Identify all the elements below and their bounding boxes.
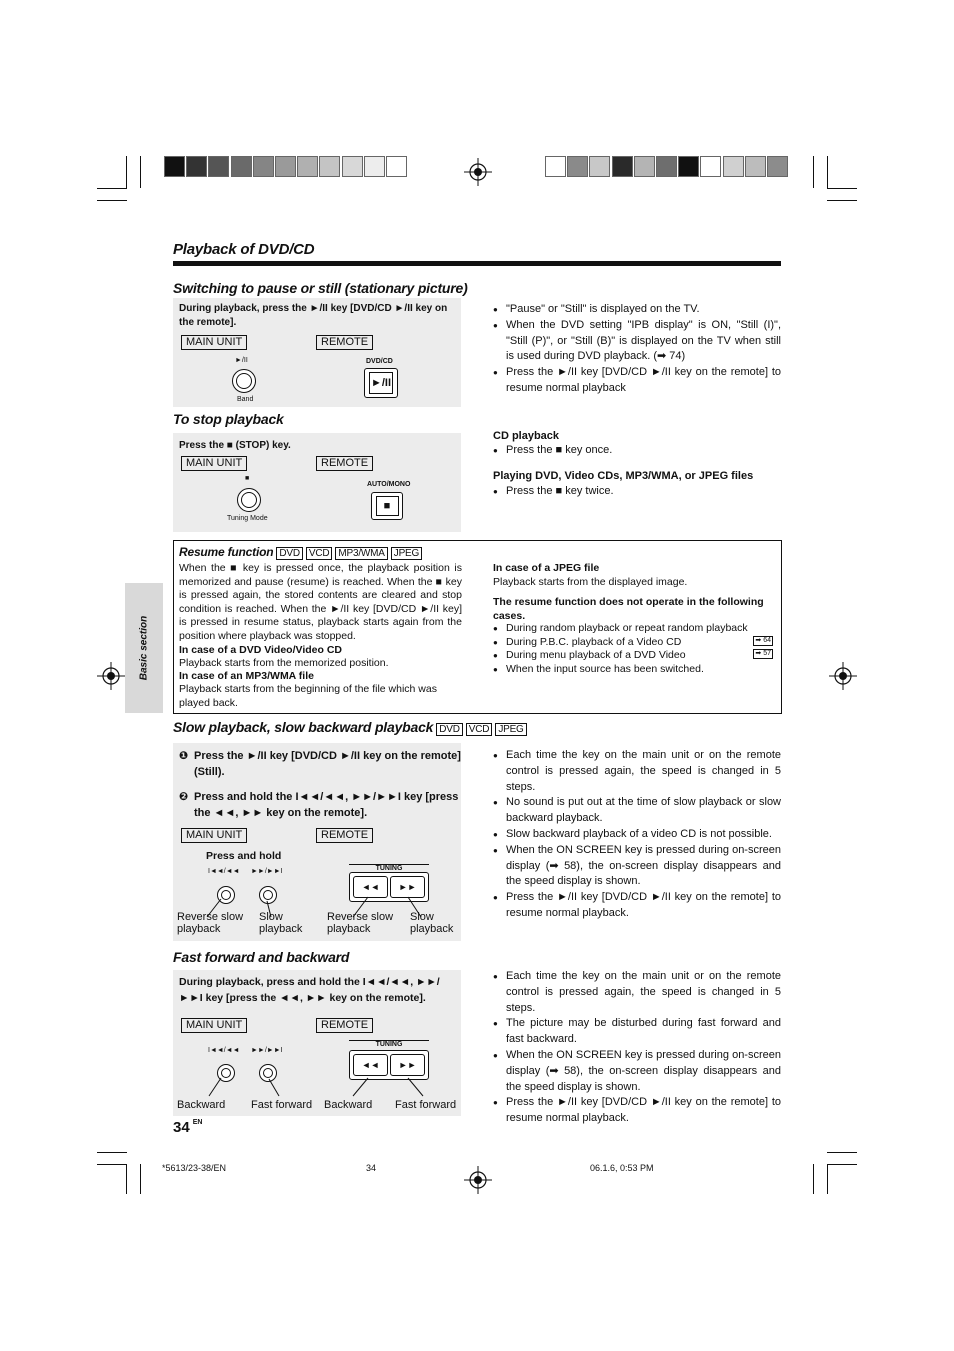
calibration-swatch	[612, 156, 633, 177]
footer-date: 06.1.6, 0:53 PM	[590, 1163, 654, 1173]
fast-heading: Fast forward and backward	[173, 949, 350, 965]
registration-target-icon	[97, 662, 125, 690]
list-item: ● During menu playback of a DVD Video ➡ 57	[493, 649, 773, 663]
slow-step-1: ❶ Press the ►/II key [DVD/CD ►/II key on the remote] (Still).	[179, 750, 461, 778]
stop-instruction: Press the ■ (STOP) key.	[179, 440, 291, 451]
fast-forward-button[interactable]: ►►	[390, 1054, 425, 1076]
footer-code: *5613/23-38/EN	[162, 1163, 227, 1173]
calibration-swatch	[164, 156, 185, 177]
registration-target-icon	[829, 662, 857, 690]
calibration-swatch	[231, 156, 252, 177]
remote-label: REMOTE	[316, 456, 373, 471]
pause-knob-caption: Band	[237, 396, 254, 403]
cd-playback-title: CD playback	[493, 430, 560, 442]
resume-box	[173, 540, 782, 714]
resume-dvd-text: Playback starts from the memorized position.	[179, 657, 389, 669]
stop-knob-caption: Tuning Mode	[227, 515, 268, 522]
remote-label: REMOTE	[316, 828, 373, 843]
list-item: ● No sound is put out at the time of slow playback or slow backward playback.	[493, 795, 781, 827]
stop-panel	[173, 433, 461, 532]
calibration-swatch	[700, 156, 721, 177]
fast-instruction: During playback, press and hold the I◄◄/◄◄, ►►/►►I key [press the ◄◄, ►► key on the remote].	[179, 976, 440, 1004]
list-item: ● During P.B.C. playback of a Video CD ➡ 64	[493, 636, 773, 650]
calibration-swatch	[656, 156, 677, 177]
list-item: ● Each time the key on the main unit or on the remote control is pressed again, the speed is changed in 5 steps.	[493, 748, 781, 795]
resume-heading: Resume function DVD VCD MP3/WMA JPEG	[179, 545, 422, 560]
resume-mp3-text: Playback starts from the beginning of the file which was played back.	[179, 683, 437, 709]
calibration-swatch	[297, 156, 318, 177]
slow-panel	[173, 743, 461, 941]
calibration-swatch	[567, 156, 588, 177]
side-tab	[125, 583, 163, 713]
resume-mp3-title: In case of an MP3/WMA file	[179, 670, 314, 682]
stop-heading: To stop playback	[173, 411, 284, 427]
calibration-swatch	[342, 156, 363, 177]
step-number-1-icon: ❶	[179, 750, 189, 762]
list-item: ● Press the ■ key once.	[493, 443, 781, 459]
list-item: ● Each time the key on the main unit or on the remote control is pressed again, the speed is changed in 5 steps.	[493, 969, 781, 1016]
calibration-swatch	[545, 156, 566, 177]
pause-knob-symbol: ►/II	[235, 357, 248, 364]
main-unit-label: MAIN UNIT	[181, 335, 247, 350]
list-item: ● When the DVD setting "IPB display" is ON, "Still (I)", "Still (P)", or "Still (B)" is displayed on the TV when still is used during DVD playback. (➡ 74)	[493, 318, 781, 365]
registration-target-icon	[464, 158, 492, 186]
list-item: ● Press the ►/II key [DVD/CD ►/II key on the remote] to resume normal playback.	[493, 1095, 781, 1127]
list-item: ● When the ON SCREEN key is pressed during on-screen display (➡ 58), the on-screen display disappears and the speed display is shown.	[493, 1048, 781, 1095]
caption-slow: Slow playback	[259, 911, 303, 935]
slow-step-2: ❷ Press and hold the I◄◄/◄◄, ►►/►►I key [press the ◄◄, ►► key on the remote].	[179, 791, 459, 819]
stop-remote-caption: AUTO/MONO	[367, 481, 411, 488]
calibration-swatch	[253, 156, 274, 177]
fast-panel	[173, 970, 461, 1116]
calibration-swatch	[364, 156, 385, 177]
stop-notes	[493, 429, 781, 500]
slow-heading: Slow playback, slow backward playback DVD VCD JPEG	[173, 719, 527, 736]
callout-lines	[173, 1072, 461, 1098]
calibration-swatch	[186, 156, 207, 177]
list-item: ● During random playback or repeat random playback	[493, 622, 773, 636]
pause-panel	[173, 298, 461, 407]
fast-bullets	[493, 969, 781, 1127]
remote-label: REMOTE	[316, 1018, 373, 1033]
pause-instruction: During playback, press the ►/II key [DVD/CD ►/II key on the remote].	[179, 303, 448, 328]
skip-forward-symbol: ►►/►►I	[251, 868, 283, 875]
play-pause-knob[interactable]	[232, 369, 256, 393]
list-item: ● Press the ►/II key [DVD/CD ►/II key on the remote] to resume normal playback.	[493, 890, 781, 922]
caption-fast-forward: Fast forward	[251, 1099, 313, 1111]
list-item: ● When the input source has been switched.	[493, 663, 773, 677]
resume-dvd-title: In case of a DVD Video/Video CD	[179, 644, 342, 656]
side-tab-label: Basic section	[138, 615, 150, 681]
tuning-label: TUNING	[349, 864, 429, 872]
remote-label: REMOTE	[316, 335, 373, 350]
resume-jpeg-title: In case of a JPEG file	[493, 562, 600, 574]
tuning-label: TUNING	[349, 1040, 429, 1048]
calibration-swatch	[745, 156, 766, 177]
caption-backward: Backward	[324, 1099, 373, 1111]
section-title: Playback of DVD/CD	[173, 241, 315, 258]
resume-not-list	[493, 622, 773, 676]
calibration-swatch	[678, 156, 699, 177]
dvd-playback-title: Playing DVD, Video CDs, MP3/WMA, or JPEG files	[493, 469, 754, 482]
list-item: ● When the ON SCREEN key is pressed during on-screen display (➡ 58), the on-screen display disappears and the speed display is shown.	[493, 843, 781, 890]
caption-reverse-slow: Reverse slow playback	[327, 911, 394, 935]
calibration-swatch	[634, 156, 655, 177]
title-rule	[173, 261, 781, 266]
caption-backward: Backward	[177, 1099, 226, 1111]
dvd-cd-play-pause-button[interactable]: ►/II	[364, 368, 398, 398]
skip-forward-symbol: ►►/►►I	[251, 1047, 283, 1054]
resume-intro: When the ■ key is pressed once, the playback position is memorized and pause (resume) is reached. When the ■ key is pressed again, the stored contents are cleared and stop condition is reached. When the ►/II key [DVD/CD ►/II key] is pressed in resume status, playback starts again from the position where playback was stopped.	[179, 562, 462, 642]
main-unit-label: MAIN UNIT	[181, 456, 247, 471]
caption-slow: Slow playback	[410, 911, 454, 935]
calibration-swatch	[208, 156, 229, 177]
list-item: ● Press the ►/II key [DVD/CD ►/II key on the remote] to resume normal playback	[493, 365, 781, 397]
calibration-swatch	[767, 156, 788, 177]
calibration-swatch	[723, 156, 744, 177]
calibration-swatch	[319, 156, 340, 177]
pause-heading: Switching to pause or still (stationary picture)	[173, 280, 468, 296]
list-item: ● The picture may be disturbed during fast forward and fast backward.	[493, 1016, 781, 1048]
rewind-button[interactable]: ◄◄	[353, 876, 388, 898]
slow-bullets	[493, 748, 781, 922]
resume-jpeg-text: Playback starts from the displayed image.	[493, 576, 688, 588]
footer-center: 34	[366, 1163, 377, 1173]
list-item: ● Press the ■ key twice.	[493, 484, 781, 500]
step-number-2-icon: ❷	[179, 791, 189, 803]
calibration-swatch	[589, 156, 610, 177]
list-item: ● "Pause" or "Still" is displayed on the TV.	[493, 302, 781, 318]
calibration-swatch	[275, 156, 296, 177]
pause-remote-caption: DVD/CD	[366, 358, 393, 365]
pause-bullets	[493, 302, 781, 397]
press-hold-label: Press and hold	[206, 850, 282, 862]
skip-back-symbol: I◄◄/◄◄	[208, 868, 240, 875]
skip-back-symbol: I◄◄/◄◄	[208, 1047, 240, 1054]
rewind-button[interactable]: ◄◄	[353, 1054, 388, 1076]
main-unit-label: MAIN UNIT	[181, 828, 247, 843]
stop-button[interactable]: ■	[371, 492, 403, 520]
resume-not-title: The resume function does not operate in the following cases.	[493, 596, 764, 622]
page-number: 34 $^{EN}$	[173, 1119, 203, 1136]
list-item: ● Slow backward playback of a video CD is not possible.	[493, 827, 781, 843]
caption-fast-forward: Fast forward	[395, 1099, 457, 1111]
main-unit-label: MAIN UNIT	[181, 1018, 247, 1033]
fast-forward-button[interactable]: ►►	[390, 876, 425, 898]
caption-reverse-slow: Reverse slow playback	[177, 911, 244, 935]
calibration-swatch	[386, 156, 407, 177]
stop-knob-symbol: ■	[245, 475, 250, 482]
stop-knob[interactable]	[237, 488, 261, 512]
registration-target-icon	[464, 1166, 492, 1194]
